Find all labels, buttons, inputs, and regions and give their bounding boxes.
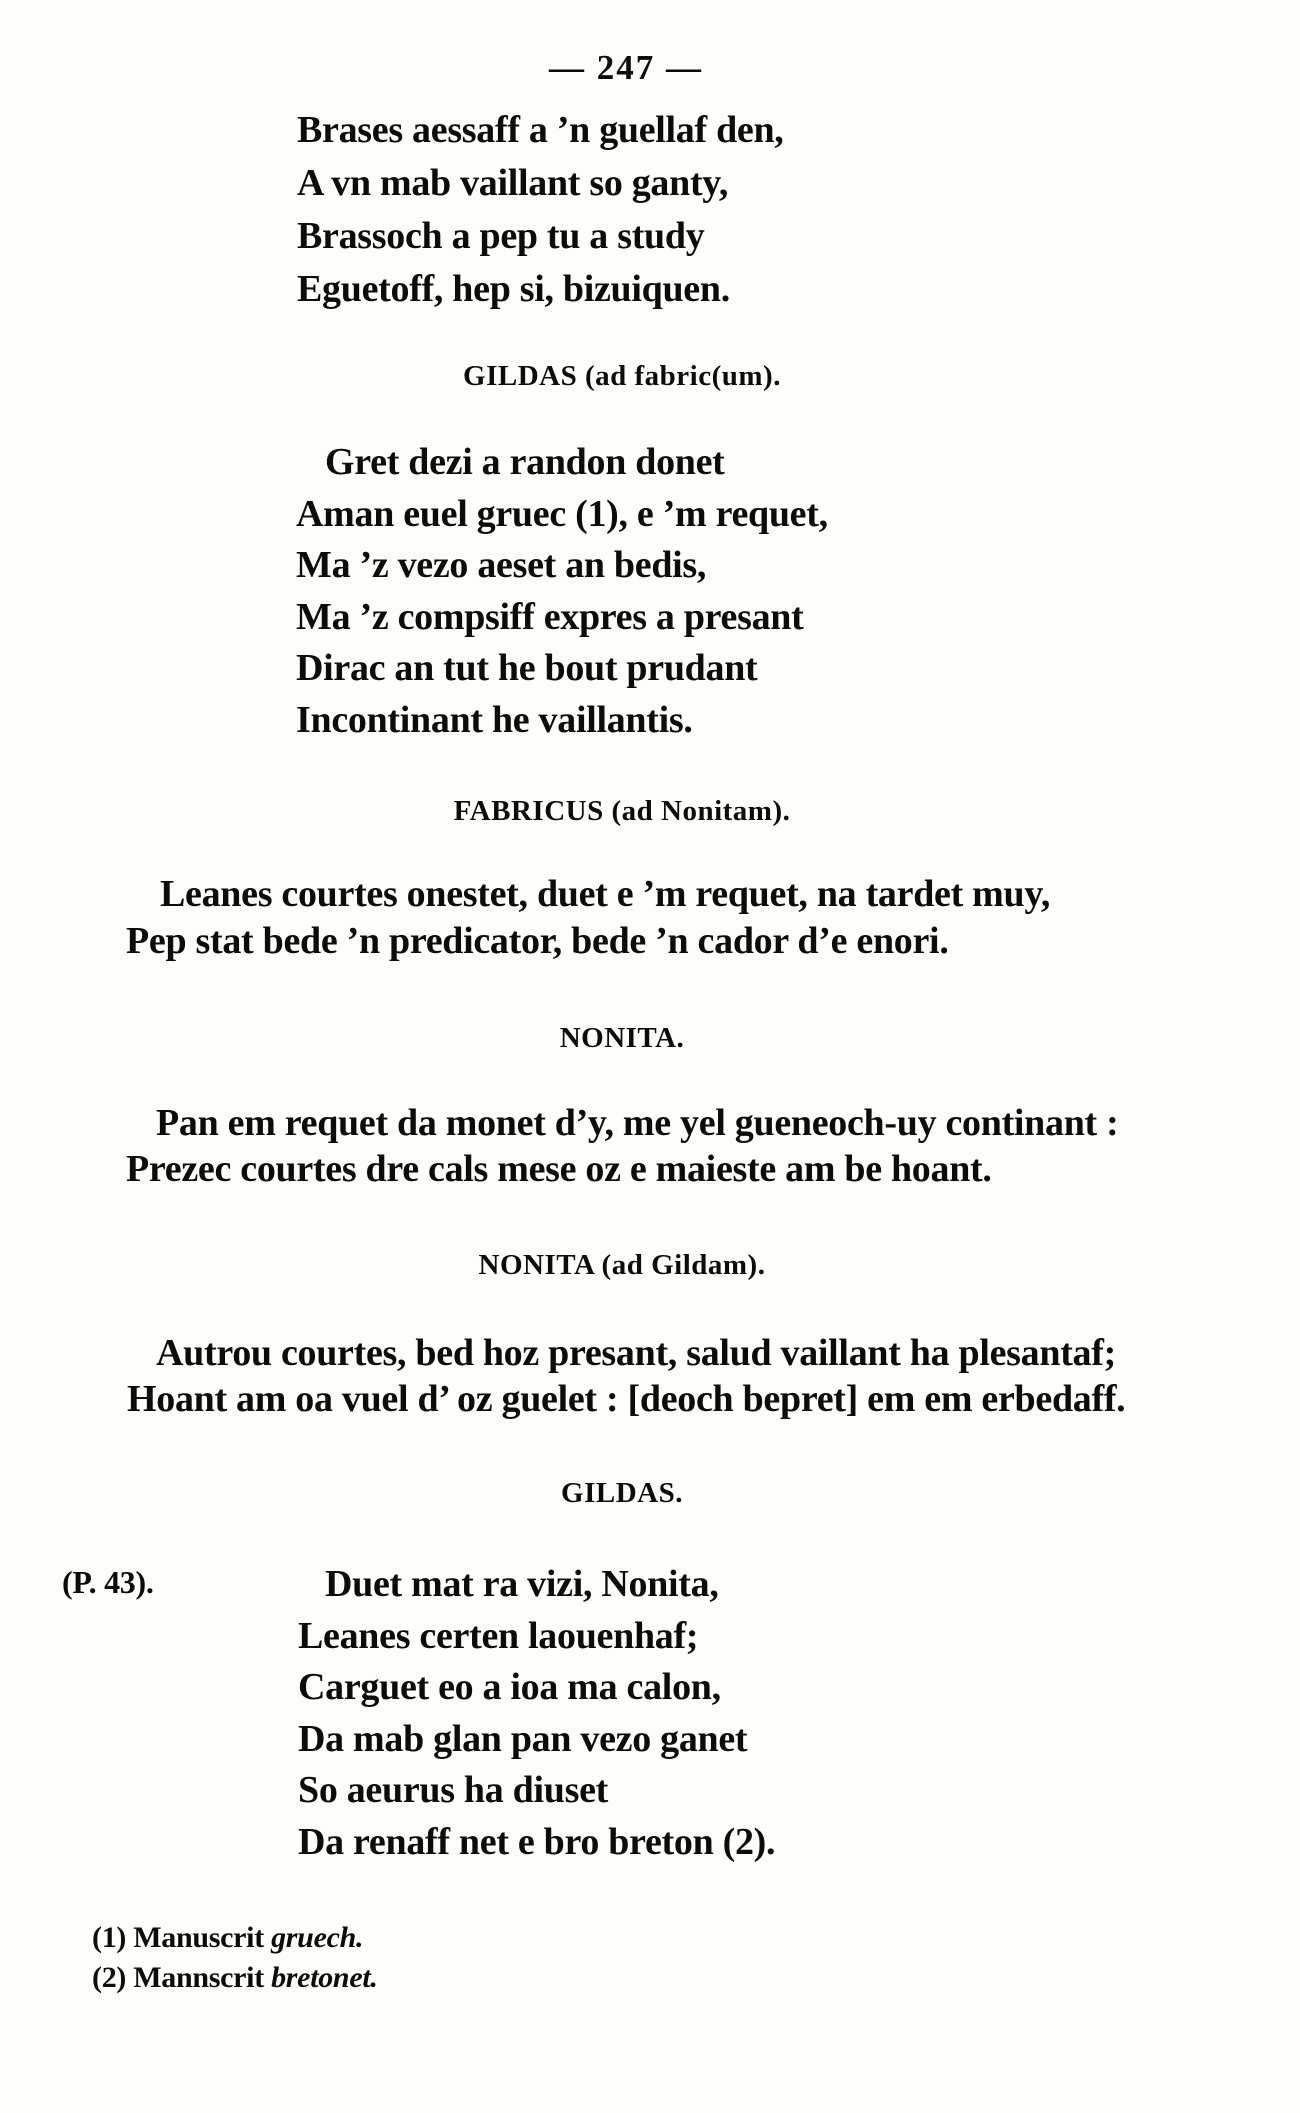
speaker-heading-fabricus-ad-nonitam: FABRICUS (ad Nonitam). xyxy=(453,795,791,827)
verse-line: A vn mab vaillant so ganty, xyxy=(297,162,729,204)
footnote-2-text: (2) Mannscrit xyxy=(92,1961,272,1994)
verse-line: Gret dezi a randon donet xyxy=(325,441,725,483)
verse-line: Autrou courtes, bed hoz presant, salud vaillant ha plesantaf; xyxy=(156,1332,1116,1374)
page-number: — 247 — xyxy=(549,48,703,87)
gildas-closing-stanza xyxy=(298,1559,775,1868)
verse-line: Aman euel gruec (1), e ’m requet, xyxy=(296,492,828,535)
verse-line: Incontinant he vaillantis. xyxy=(296,698,693,741)
verse-line: Da renaff net e bro breton (2). xyxy=(298,1820,776,1863)
verse-line: Hoant am oa vuel d’ oz guelet : [deoch bepret] em em erbedaff. xyxy=(127,1378,1126,1420)
speaker-heading-gildas: GILDAS. xyxy=(561,1477,683,1509)
verse-line: Pep stat bede ’n predicator, bede ’n cador d’e enori. xyxy=(126,920,949,962)
verse-line: Da mab glan pan vezo ganet xyxy=(298,1717,748,1760)
speaker-heading-gildas-ad-fabricum: GILDAS (ad fabric(um). xyxy=(463,360,781,392)
footnote-2 xyxy=(92,1958,378,1998)
verse-line: Prezec courtes dre cals mese oz e maieste am be hoant. xyxy=(126,1148,992,1190)
footnote-2-term: bretonet. xyxy=(271,1961,378,1994)
fabricus-couplet xyxy=(126,871,1050,965)
verse-line: Pan em requet da monet d’y, me yel gueneoch-uy continant : xyxy=(156,1102,1119,1144)
verse-line: Leanes courtes onestet, duet e ’m requet, na tardet muy, xyxy=(160,873,1051,915)
footnote-1-text: (1) Manuscrit xyxy=(92,1921,272,1954)
gildas-ad-fabricum-stanza xyxy=(296,437,828,746)
nonita-couplet xyxy=(126,1100,1118,1192)
footnote-1 xyxy=(92,1918,378,1958)
verse-line: Brases aessaff a ’n guellaf den, xyxy=(297,109,784,151)
verse-line: So aeurus ha diuset xyxy=(298,1769,608,1811)
verse-line: Ma ’z compsiff expres a presant xyxy=(296,595,804,638)
verse-line: Dirac an tut he bout prudant xyxy=(296,647,758,689)
verse-line: Carguet eo a ioa ma calon, xyxy=(298,1666,721,1708)
verse-line: Eguetoff, hep si, bizuiquen. xyxy=(297,268,730,310)
nonita-ad-gildam-couplet xyxy=(127,1330,1125,1422)
page-reference-note: (P. 43). xyxy=(62,1564,154,1600)
footnotes-block xyxy=(92,1918,378,1998)
verse-line: Duet mat ra vizi, Nonita, xyxy=(325,1563,719,1605)
speaker-heading-nonita: NONITA. xyxy=(559,1022,685,1054)
opening-stanza xyxy=(297,104,784,316)
verse-line: Leanes certen laouenhaf; xyxy=(298,1614,699,1657)
verse-line: Ma ’z vezo aeset an bedis, xyxy=(296,544,707,586)
footnote-1-term: gruech. xyxy=(271,1921,364,1954)
speaker-heading-nonita-ad-gildam: NONITA (ad Gildam). xyxy=(478,1249,766,1281)
verse-line: Brassoch a pep tu a study xyxy=(297,215,705,257)
